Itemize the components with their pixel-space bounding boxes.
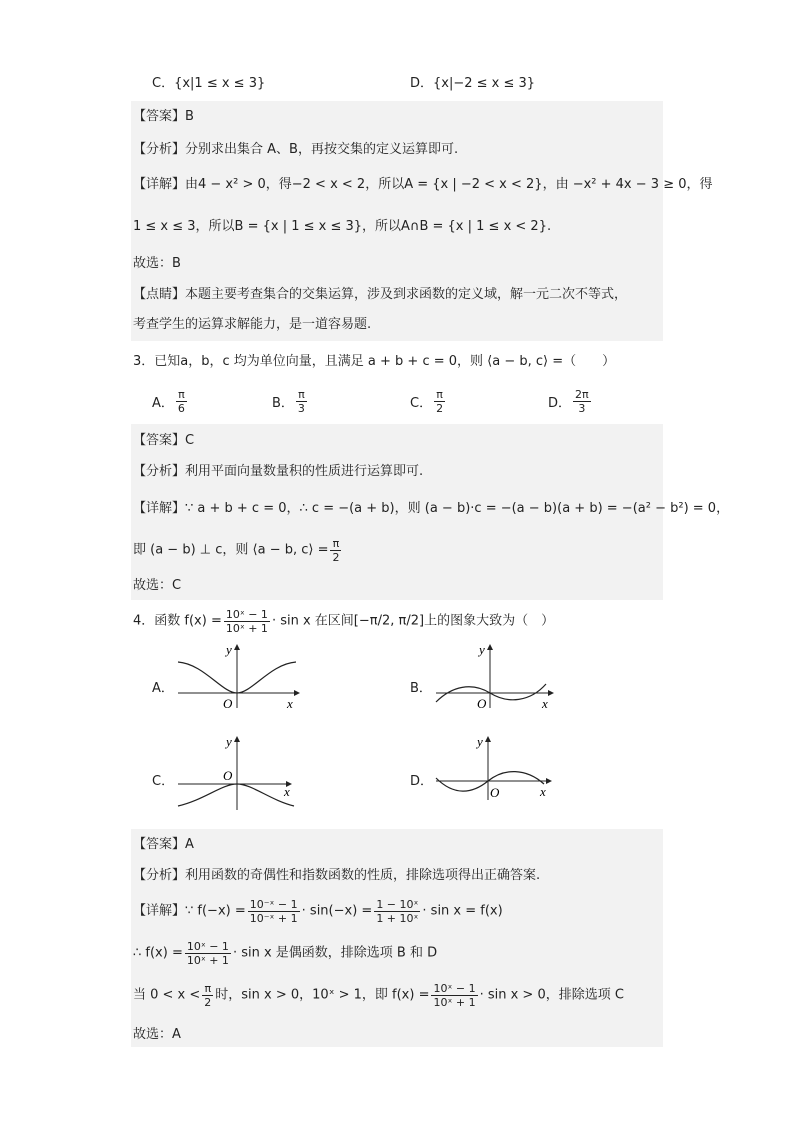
q4-detail-2 (133, 940, 437, 967)
q3-option-a-num: π (176, 388, 187, 402)
y-axis-arrow-icon (234, 644, 240, 650)
q3-stem-prefix: 3．已知 (133, 354, 181, 369)
q3-option-c-label: C． (410, 396, 433, 411)
q4-detail-3-den: 10ˣ + 1 (433, 996, 476, 1009)
y-axis-arrow-icon (485, 736, 491, 742)
q2-detail-1: 【详解】由4 − x² > 0，得−2 < x < 2，所以A = {x | −2 < x < 2}，由 −x² + 4x − 3 ≥ 0，得 (133, 177, 713, 192)
q4-analysis: 【分析】利用函数的奇偶性和指数函数的性质，排除选项得出正确答案. (133, 868, 541, 883)
q4-detail-3-pi-num: π (202, 982, 213, 996)
q4-graph-a (174, 642, 304, 712)
q4-detail-2-den: 10ˣ + 1 (186, 954, 229, 967)
y-label: y (226, 642, 232, 657)
x-axis-arrow-icon (548, 690, 554, 696)
q4-graph-label-d: D． (410, 774, 434, 789)
q4-graph-d (432, 734, 562, 804)
q3-option-d (548, 388, 593, 415)
q4-detail-1-prefix: 【详解】∵ f(−x) = (133, 903, 246, 919)
x-label: x (540, 784, 546, 799)
y-label: y (479, 642, 485, 657)
x-axis-arrow-icon (546, 778, 552, 784)
y-axis-arrow-icon (487, 644, 493, 650)
q4-stem-suffix: 上的图象大致为（ ） (424, 613, 555, 629)
q4-detail-2-prefix: ∴ f(x) = (133, 945, 183, 961)
q4-answer: 【答案】A (133, 837, 194, 852)
q3-option-c-num: π (434, 388, 445, 402)
origin-label: O (223, 696, 233, 711)
q4-detail-1-f2-num: 1 − 10ˣ (376, 898, 419, 911)
q4-detail-2-num: 10ˣ − 1 (186, 940, 229, 953)
q4-choose: 故选：A (133, 1027, 181, 1042)
q4-detail-1-f1-num: 10⁻ˣ − 1 (249, 898, 298, 911)
q3-choose: 故选：C (133, 578, 182, 593)
q3-option-b-den: 3 (297, 402, 305, 415)
q4-stem-prefix: 4．函数 f(x) = (133, 613, 222, 629)
q3-option-d-label: D． (548, 396, 572, 411)
x-label: x (542, 696, 548, 711)
q4-graph-b (432, 642, 562, 712)
origin-label: O (477, 696, 487, 711)
q4-detail-3-num: 10ˣ − 1 (433, 982, 476, 995)
q4-detail-3-pi-den: 2 (204, 996, 212, 1009)
q2-answer: 【答案】B (133, 109, 194, 124)
q3-answer: 【答案】C (133, 433, 195, 448)
q4-interval: [−π/2, π/2] (353, 613, 425, 629)
q3-detail-2 (133, 537, 343, 564)
q3-detail-1: 【详解】∵ a + b + c = 0，∴ c = −(a + b)，则 (a − b)·c = −(a − b)(a + b) = −(a² − b²) = 0， (133, 501, 730, 516)
y-label: y (477, 734, 483, 749)
q3-stem (133, 353, 615, 371)
q3-option-a-label: A． (152, 396, 174, 411)
q4-detail-1-mid: · sin(−x) = (301, 903, 373, 919)
q4-detail-1-suffix: · sin x = f(x) (422, 903, 503, 919)
q4-detail-1-f1-den: 10⁻ˣ + 1 (249, 912, 298, 925)
q3-option-d-den: 3 (578, 402, 586, 415)
q4-graph-label-b: B． (410, 681, 432, 696)
q4-detail-2-suffix: · sin x 是偶函数，排除选项 B 和 D (232, 945, 438, 961)
q4-detail-3-prefix: 当 0 < x < (133, 987, 201, 1003)
q4-detail-3-mid: 时，sin x > 0，10ˣ > 1，即 f(x) = (215, 987, 430, 1003)
q2-detail-2: 1 ≤ x ≤ 3，所以B = {x | 1 ≤ x ≤ 3}，所以A∩B = {x | 1 ≤ x < 2}. (133, 219, 552, 234)
q2-comment-2: 考查学生的运算求解能力，是一道容易题. (133, 317, 372, 332)
q3-option-d-num: 2π (575, 388, 589, 401)
q3-option-c (410, 388, 447, 415)
q4-solution-block (131, 829, 663, 1047)
q4-graph-label-a: A． (152, 681, 174, 696)
q4-detail-1 (133, 898, 503, 925)
q3-option-b-label: B． (272, 396, 294, 411)
q3-detail-2-prefix: 即 (a − b) ⊥ c，则 ⟨a − b, c⟩ = (133, 542, 329, 558)
q3-detail-2-num: π (330, 537, 341, 551)
q4-graph-c (174, 734, 304, 814)
q2-option-d: D．{x|−2 ≤ x ≤ 3} (410, 76, 536, 91)
q3-analysis: 【分析】利用平面向量数量积的性质进行运算即可. (133, 464, 424, 479)
q4-detail-3 (133, 982, 624, 1009)
q4-graph-label-c: C． (152, 774, 175, 789)
q2-option-c: C．{x|1 ≤ x ≤ 3} (152, 76, 266, 91)
q3-option-c-den: 2 (436, 402, 444, 415)
q3-detail-2-den: 2 (332, 551, 340, 564)
q2-comment-1: 【点睛】本题主要考查集合的交集运算，涉及到求函数的定义域，解一元二次不等式， (133, 287, 628, 302)
origin-label: O (223, 768, 233, 783)
curve (178, 784, 294, 806)
x-label: x (287, 696, 293, 711)
q4-detail-1-f2-den: 1 + 10ˣ (376, 912, 419, 925)
q4-stem-frac-den: 10ˣ + 1 (225, 622, 268, 635)
q2-choose: 故选：B (133, 256, 181, 271)
q3-option-a-den: 6 (177, 402, 185, 415)
q3-stem-vars: a，b，c 均为单位向量，且满足 a + b + c = 0，则 ⟨a − b, c⟩ =（ ） (180, 354, 616, 369)
q3-option-b-num: π (296, 388, 307, 402)
q3-option-a (152, 388, 189, 415)
x-axis-arrow-icon (294, 690, 300, 696)
q4-stem (133, 608, 554, 635)
q2-analysis: 【分析】分别求出集合 A、B，再按交集的定义运算即可. (133, 142, 459, 157)
q4-stem-mid: · sin x 在区间 (271, 613, 354, 629)
q4-detail-3-suffix: · sin x > 0，排除选项 C (479, 987, 624, 1003)
y-label: y (226, 734, 232, 749)
q4-stem-frac-num: 10ˣ − 1 (225, 608, 268, 621)
x-label: x (284, 784, 290, 799)
origin-label: O (490, 785, 500, 800)
y-axis-arrow-icon (234, 736, 240, 742)
q3-option-b (272, 388, 309, 415)
